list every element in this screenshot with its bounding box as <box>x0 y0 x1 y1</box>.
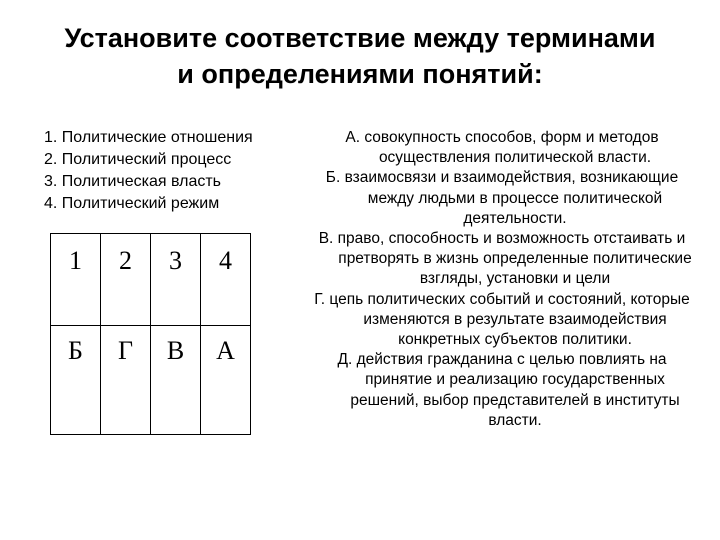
title-line-1: Установите соответствие между терминами <box>64 23 656 53</box>
definition-item: Д. действия гражданина с целью повлиять на принятие и реализацию государственных решений, выбор представителей в институты власти. <box>337 351 680 429</box>
answer-letter-cell: А <box>201 326 251 435</box>
answer-number-cell: 3 <box>151 234 201 326</box>
answer-number-cell: 4 <box>201 234 251 326</box>
slide-title <box>20 20 700 92</box>
answer-number-cell: 2 <box>101 234 151 326</box>
term-item: 2. Политический процесс <box>44 151 232 168</box>
answer-table <box>50 233 251 435</box>
definition-item: Б. взаимосвязи и взаимодействия, возникающие между людьми в процессе политической деятельности. <box>325 169 679 227</box>
definition-item: В. право, способность и возможность отстаивать и претворять в жизнь определенные политические взгляды, установки и цели <box>318 230 692 288</box>
definition-item: А. совокупность способов, форм и методов осуществления политической власти. <box>345 129 659 167</box>
terms-list <box>44 127 294 215</box>
answer-letter-cell: В <box>151 326 201 435</box>
answer-letter-cell: Б <box>51 326 101 435</box>
term-item: 3. Политическая власть <box>44 173 221 190</box>
answer-number-cell: 1 <box>51 234 101 326</box>
title-line-2: и определениями понятий: <box>177 59 543 89</box>
definition-item: Г. цепь политических событий и состояний, которые изменяются в результате взаимодействия конкретных субъектов политики. <box>314 290 690 349</box>
answer-letter-row <box>51 326 251 435</box>
answer-letter-cell: Г <box>101 326 151 435</box>
term-item: 4. Политический режим <box>44 195 220 212</box>
definitions-list <box>304 128 700 431</box>
term-item: 1. Политические отношения <box>44 129 253 146</box>
answer-number-row <box>51 234 251 326</box>
